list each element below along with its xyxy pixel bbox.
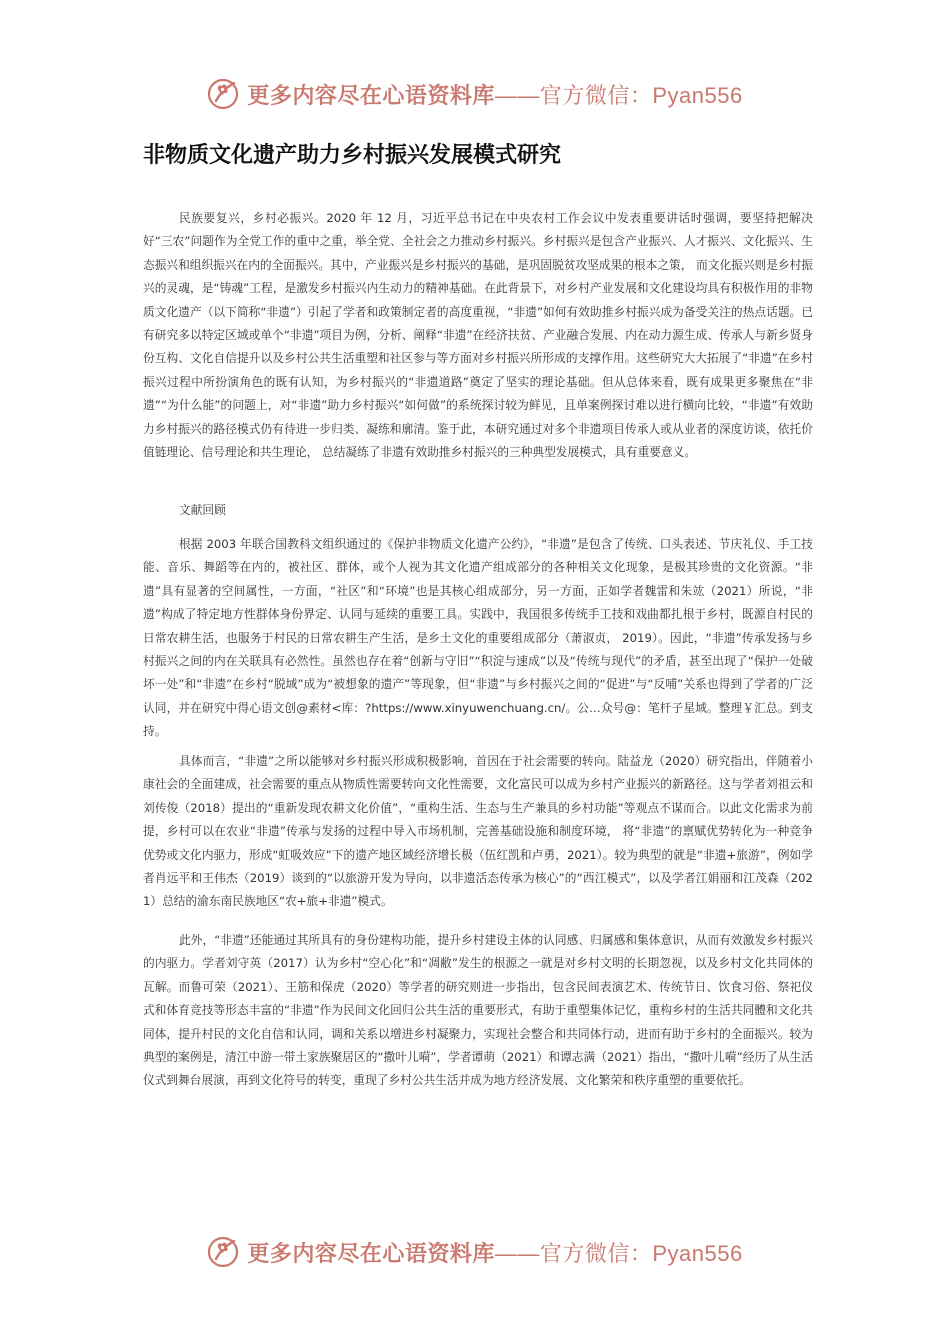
paragraph-literature-3: 此外，“非遗”还能通过其所具有的身份建构功能，提升乡村建设主体的认同感、归属感和集体意识，从而有效激发乡村振兴的内驱力。学者刘守英（2017）认为乡村“空心化”和“凋敝”发生的根源之一就是对乡村文明的长期忽视，以及乡村文化共同体的瓦解。而鲁可荣（2021）、王筋和保虎（2020）等学者的研究则进一步指出，包含民间表演艺术、传统节日、饮食习俗、祭祀仪式和体育竞技等形态丰富的“非遗”作为民间文化回归公共生活的重要形式，有助于重塑集体记忆，重构乡村的生活共同體和文化共同体，提升村民的文化自信和认同，调和关系以增进乡村凝聚力，实现社会整合和共同体行动，进而有助于乡村的全面振兴。较为典型的案例是，清江中游一带土家族聚居区的“撒叶儿嗬”，学者谭萌（2021）和谭志满（2021）指出，“撒叶儿嗬”经历了从生活仪式到舞台展演，再到文化符号的转变，重现了乡村公共生活并成为地方经济发展、文化繁荣和秩序重塑的重要依托。 [143,933,813,1088]
page-title: 非物质文化遗产助力乡村振兴发展模式研究 [143,143,562,168]
watermark-site-text: 更多内容尽在心语资料库 [247,1240,495,1267]
watermark-wechat-text: ——官方微信：Pyan556 [494,1240,743,1266]
flower-pen-logo-icon [207,1235,241,1269]
watermark-wechat-text: ——官方微信：Pyan556 [494,82,743,108]
watermark-banner-bottom [0,1232,950,1272]
section-heading-literature-review: 文献回顾 [179,503,226,517]
paragraph-intro: 民族要复兴，乡村必振兴。2020 年 12 月，习近平总书记在中央农村工作会议中发表重要讲话时强调，要坚持把解决好“三农”问题作为全党工作的重中之重，举全党、全社会之力推动乡村振兴。乡村振兴是包含产业振兴、人才振兴、文化振兴、生态振兴和组织振兴在内的全面振兴。其中，产业振兴是乡村振兴的基础，是巩固脱贫攻坚成果的根本之策， 而文化振兴则是乡村振兴的灵魂，是“铸魂”工程，是激发乡村振兴内生动力的精神基础。在此背景下，对乡村产业发展和文化建设均具有积极作用的非物质文化遗产（以下简称“非遗”）引起了学者和政策制定者的高度重视，“非遗”如何有效助推乡村振兴成为备受关注的热点话题。已有研究多以特定区域或单个“非遗”项目为例，分析、阐释“非遗”在经济扶贫、产业融合发展、内在动力源生成、传承人与新乡贤身份互构、文化自信提升以及乡村公共生活重塑和社区参与等方面对乡村振兴所形成的支撑作用。这些研究大大拓展了“非遗”在乡村振兴过程中所扮演角色的既有认知，为乡村振兴的“非遗道路”奠定了坚实的理论基础。但从总体来看，既有成果更多聚焦在“非遗”“为什么能”的问题上，对“非遗”助力乡村振兴“如何做”的系统探讨较为鲜见，且单案例探讨难以进行横向比较，“非遗”有效助力乡村振兴的路径模式仍有待进一步归类、凝练和廓清。鉴于此，本研究通过对多个非遗项目传承人或从业者的深度访谈，依托价值链理论、信号理论和共生理论， 总结凝练了非遗有效助推乡村振兴的三种典型发展模式，具有重要意义。 [143,211,813,460]
watermark-text [247,1237,742,1268]
paragraph-literature-2: 具体而言，“非遗”之所以能够对乡村振兴形成积极影响，首因在于社会需要的转向。陆益龙（2020）研究指出，伴随着小康社会的全面建成，社会需要的重点从物质性需要转向文化性需要，文化富民可以成为乡村产业振兴的新路径。这与学者刘祖云和刘传俊（2018）提出的“重新发现农耕文化价值”，“重构生活、生态与生产兼具的乡村功能”等观点不谋而合。以此文化需求为前提，乡村可以在农业“非遗”传承与发扬的过程中导入市场机制，完善基础设施和制度环境， 将“非遗”的禀赋优势转化为一种竞争优势或文化内驱力，形成“虹吸效应”下的遗产地区域经济增长极（伍红凯和卢勇，2021）。较为典型的就是“非遗+旅游”，例如学者肖远平和王伟杰（2019）谈到的“以旅游开发为导向，以非遗活态传承为核心”的“西江模式”，以及学者江娟丽和江茂森（2021）总结的渝东南民族地区“农+旅+非遗”模式。 [143,754,813,909]
watermark-text [247,79,742,110]
watermark-banner-top [0,74,950,114]
flower-pen-logo-icon [207,77,241,111]
paragraph-literature-1: 根据 2003 年联合国教科文组织通过的《保护非物质文化遗产公约》，“非遗”是包含了传统、口头表述、节庆礼仪、手工技能、音乐、舞蹈等在内的，被社区、群体，或个人视为其文化遗产组成部分的各种相关文化现象，是极其珍贵的文化资源。“非遗”具有显著的空间属性，一方面，“社区”和“环境”也是其核心组成部分，另一方面，正如学者魏雷和朱竑（2021）所说，“非遗”构成了特定地方性群体身份界定、认同与延续的重要工具。实践中，我国很多传统手工技和戏曲都扎根于乡村，既源自村民的日常农耕生活，也服务于村民的日常农耕生产生活，是乡土文化的重要组成部分（萧淑贞， 2019）。因此，“非遗”传承发扬与乡村振兴之间的内在关联具有必然性。虽然也存在着“创新与守旧”“积淀与速成”以及“传统与现代”的矛盾，甚至出现了“保护一处破坏一处”和“非遗”在乡村“脱域”成为“被想象的遗产”等现象，但“非遗”与乡村振兴之间的“促进”与“反哺”关系也得到了学者的广泛认同，并在研究中得心语文创@素材<库：?https://www.xinyuwenchuang.cn/。公…众号@：笔杆子星域。整理￥汇总。到支持。 [143,537,813,739]
watermark-site-text: 更多内容尽在心语资料库 [247,82,495,109]
